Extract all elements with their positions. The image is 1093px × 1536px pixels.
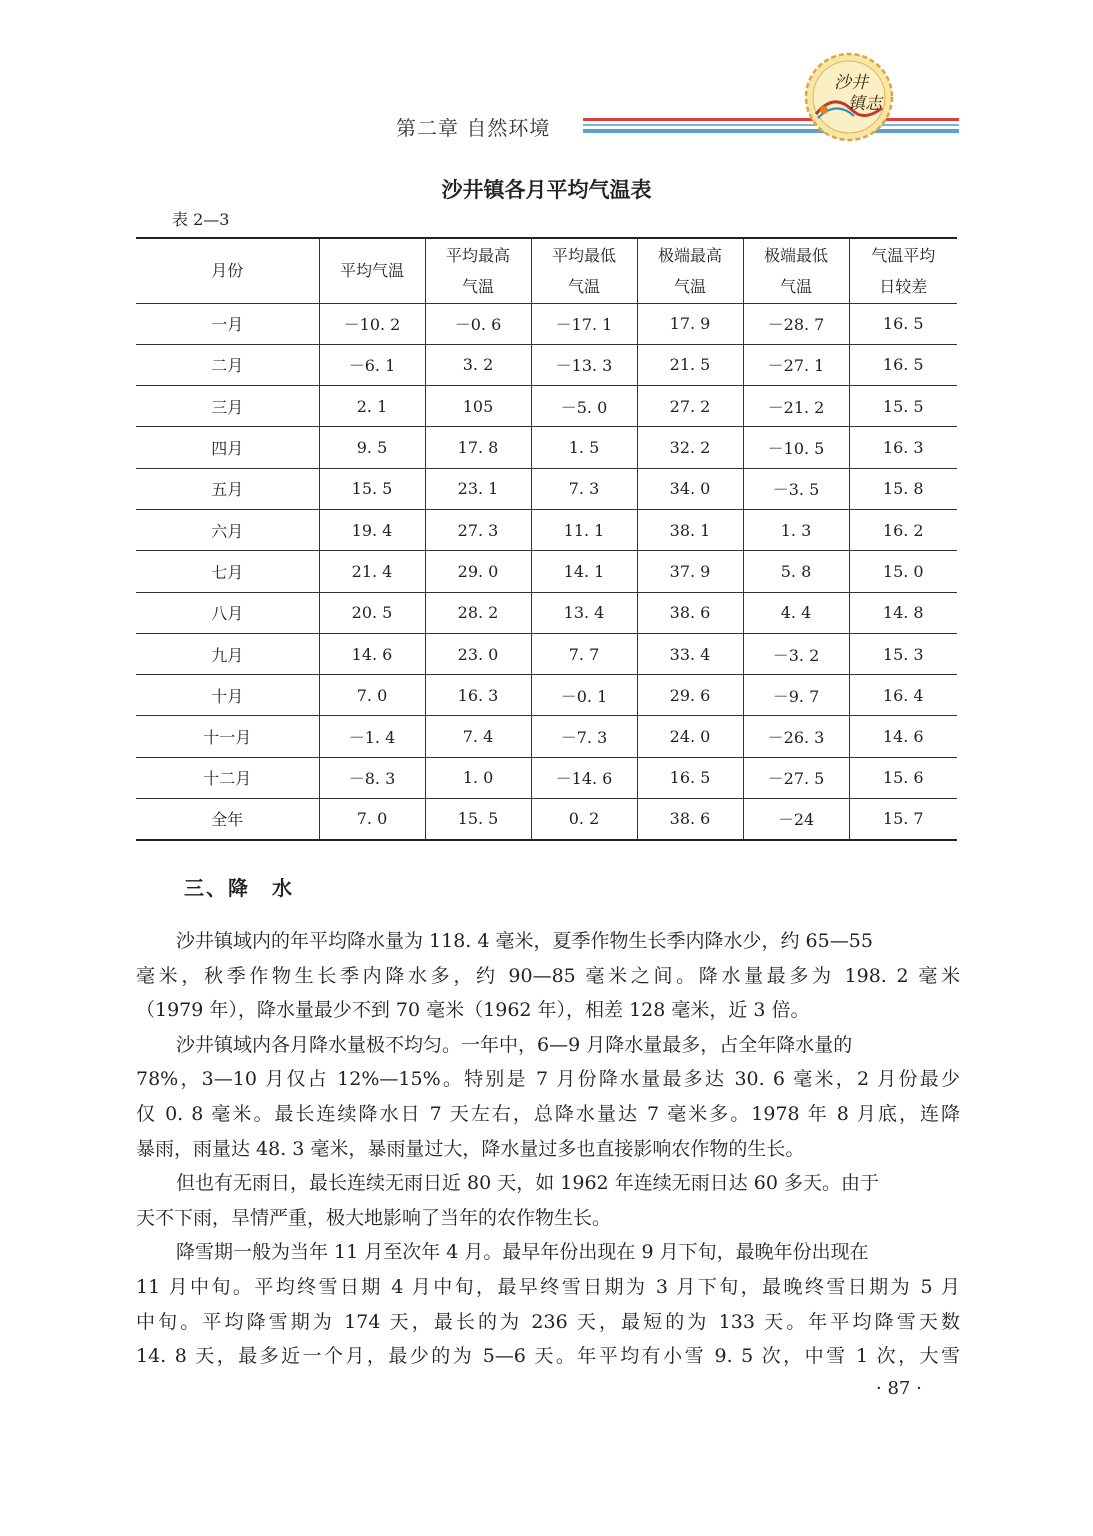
value-cell: －3. 2 — [743, 633, 849, 674]
monthly-temperature-table — [136, 237, 957, 841]
value-cell: 14. 6 — [849, 716, 957, 757]
month-cell: 三月 — [136, 386, 319, 427]
value-cell: 15. 5 — [849, 386, 957, 427]
value-cell: 4. 4 — [743, 592, 849, 633]
column-header-line: 日较差 — [879, 276, 928, 296]
column-header-line: 极端最高 — [657, 245, 722, 265]
value-cell: 34. 0 — [637, 468, 743, 509]
value-cell: 15. 5 — [425, 799, 531, 840]
column-header-line: 平均最低 — [551, 245, 616, 265]
value-cell: 16. 4 — [849, 675, 957, 716]
month-cell: 一月 — [136, 303, 319, 344]
month-cell: 四月 — [136, 427, 319, 468]
column-header-line: 气温平均 — [871, 245, 936, 265]
value-cell: 28. 2 — [425, 592, 531, 633]
value-cell: 16. 5 — [849, 344, 957, 385]
table-row — [136, 675, 957, 716]
value-cell: 15. 7 — [849, 799, 957, 840]
paragraph-line: 天不下雨，旱情严重，极大地影响了当年的农作物生长。 — [136, 1206, 612, 1229]
value-cell: 7. 4 — [425, 716, 531, 757]
body-text — [136, 924, 960, 1374]
value-cell: 15. 6 — [849, 757, 957, 798]
value-cell: 16. 2 — [849, 509, 957, 550]
value-cell: －5. 0 — [531, 386, 637, 427]
value-cell: 27. 2 — [637, 386, 743, 427]
column-header-line: 月份 — [211, 261, 244, 281]
paragraph-line: 但也有无雨日，最长连续无雨日近 80 天，如 1962 年连续无雨日达 60 多天。由于 — [176, 1172, 879, 1195]
value-cell: 24. 0 — [637, 716, 743, 757]
column-header-line: 平均最高 — [445, 245, 510, 265]
value-cell: 15. 8 — [849, 468, 957, 509]
value-cell: －1. 4 — [319, 716, 425, 757]
header-rule-blue-thin — [583, 124, 959, 126]
table-number: 表 2—3 — [172, 210, 230, 229]
value-cell: 15. 5 — [319, 468, 425, 509]
column-header-line: 气温 — [461, 276, 494, 296]
value-cell: 20. 5 — [319, 592, 425, 633]
value-cell: 7. 0 — [319, 799, 425, 840]
value-cell: 1. 3 — [743, 509, 849, 550]
column-header-line: 极端最低 — [763, 245, 828, 265]
value-cell: 14. 8 — [849, 592, 957, 633]
value-cell: 15. 3 — [849, 633, 957, 674]
value-cell: 0. 2 — [531, 799, 637, 840]
value-cell: 32. 2 — [637, 427, 743, 468]
value-cell: 16. 5 — [849, 303, 957, 344]
column-header-line: 平均气温 — [339, 261, 404, 281]
value-cell: －14. 6 — [531, 757, 637, 798]
column-header — [637, 238, 743, 303]
table-row — [136, 427, 957, 468]
paragraph-line: 78%，3—10 月仅占 12%—15%。特别是 7 月份降水量最多达 30. 6 毫米，2 月份最少 — [136, 1068, 960, 1091]
month-cell: 二月 — [136, 344, 319, 385]
column-header — [743, 238, 849, 303]
chapter-title: 第二章 自然环境 — [396, 116, 551, 140]
value-cell: 14. 6 — [319, 633, 425, 674]
table-row — [136, 509, 957, 550]
month-cell: 七月 — [136, 551, 319, 592]
column-header — [849, 238, 957, 303]
value-cell: 23. 0 — [425, 633, 531, 674]
month-cell: 九月 — [136, 633, 319, 674]
paragraph-line: 沙井镇域内的年平均降水量为 118. 4 毫米，夏季作物生长季内降水少，约 65—55 — [176, 930, 873, 952]
value-cell: －6. 1 — [319, 344, 425, 385]
column-header — [531, 238, 637, 303]
value-cell: －27. 1 — [743, 344, 849, 385]
column-header — [136, 238, 319, 303]
column-header — [319, 238, 425, 303]
value-cell: 16. 3 — [425, 675, 531, 716]
table-row — [136, 592, 957, 633]
svg-text:镇志: 镇志 — [848, 94, 882, 114]
value-cell: 29. 6 — [637, 675, 743, 716]
value-cell: －28. 7 — [743, 303, 849, 344]
paragraph-line: 暴雨，雨量达 48. 3 毫米，暴雨量过大，降水量过多也直接影响农作物的生长。 — [136, 1137, 805, 1160]
value-cell: －3. 5 — [743, 468, 849, 509]
value-cell: 7. 3 — [531, 468, 637, 509]
value-cell: 7. 0 — [319, 675, 425, 716]
table-header-row — [136, 238, 957, 303]
header-rule-blue — [583, 129, 959, 133]
table-row — [136, 716, 957, 757]
value-cell: 21. 4 — [319, 551, 425, 592]
section-heading: 三、降 水 — [184, 876, 294, 900]
value-cell: 38. 6 — [637, 592, 743, 633]
value-cell: 3. 2 — [425, 344, 531, 385]
value-cell: 37. 9 — [637, 551, 743, 592]
column-header-line: 气温 — [779, 276, 812, 296]
value-cell: －0. 6 — [425, 303, 531, 344]
month-cell: 十月 — [136, 675, 319, 716]
value-cell: 33. 4 — [637, 633, 743, 674]
value-cell: －10. 2 — [319, 303, 425, 344]
paragraph-line: 降雪期一般为当年 11 月至次年 4 月。最早年份出现在 9 月下旬，最晚年份出现在 — [176, 1241, 869, 1264]
header-rule-red — [583, 118, 959, 121]
value-cell: 16. 3 — [849, 427, 957, 468]
column-header — [425, 238, 531, 303]
value-cell: 21. 5 — [637, 344, 743, 385]
value-cell: －24 — [743, 799, 849, 840]
value-cell: －10. 5 — [743, 427, 849, 468]
value-cell: －27. 5 — [743, 757, 849, 798]
svg-text:沙井: 沙井 — [834, 73, 868, 93]
table-row — [136, 551, 957, 592]
value-cell: 29. 0 — [425, 551, 531, 592]
value-cell: －21. 2 — [743, 386, 849, 427]
month-cell: 全年 — [136, 799, 319, 840]
paragraph-line: 毫米，秋季作物生长季内降水多，约 90—85 毫米之间。降水量最多为 198. 2 毫米 — [136, 964, 960, 987]
table-title: 沙井镇各月平均气温表 — [441, 178, 652, 202]
value-cell: 1. 0 — [425, 757, 531, 798]
value-cell: 19. 4 — [319, 509, 425, 550]
value-cell: 105 — [425, 386, 531, 427]
paragraph-line: 中旬。平均降雪期为 174 天，最长的为 236 天，最短的为 133 天。年平均降雪天数 — [136, 1310, 960, 1333]
value-cell: 9. 5 — [319, 427, 425, 468]
value-cell: 27. 3 — [425, 509, 531, 550]
value-cell: 23. 1 — [425, 468, 531, 509]
value-cell: 17. 8 — [425, 427, 531, 468]
paragraph-line: 仅 0. 8 毫米。最长连续降水日 7 天左右，总降水量达 7 毫米多。1978 年 8 月底，连降 — [136, 1102, 960, 1125]
table-row — [136, 344, 957, 385]
column-header-line: 气温 — [673, 276, 706, 296]
value-cell: 7. 7 — [531, 633, 637, 674]
month-cell: 五月 — [136, 468, 319, 509]
value-cell: －9. 7 — [743, 675, 849, 716]
value-cell: 11. 1 — [531, 509, 637, 550]
value-cell: 15. 0 — [849, 551, 957, 592]
value-cell: －13. 3 — [531, 344, 637, 385]
value-cell: 38. 1 — [637, 509, 743, 550]
value-cell: －17. 1 — [531, 303, 637, 344]
month-cell: 八月 — [136, 592, 319, 633]
table-row — [136, 799, 957, 840]
paragraph-line: 沙井镇域内各月降水量极不均匀。一年中，6—9 月降水量最多，占全年降水量的 — [176, 1033, 853, 1056]
value-cell: 14. 1 — [531, 551, 637, 592]
value-cell: －0. 1 — [531, 675, 637, 716]
table-row — [136, 468, 957, 509]
table-row — [136, 386, 957, 427]
value-cell: 16. 5 — [637, 757, 743, 798]
table-row — [136, 303, 957, 344]
value-cell: －26. 3 — [743, 716, 849, 757]
paragraph-line: 14. 8 天，最多近一个月，最少的为 5—6 天。年平均有小雪 9. 5 次，中雪 1 次，大雪 — [136, 1345, 960, 1368]
value-cell: 2. 1 — [319, 386, 425, 427]
table-row — [136, 633, 957, 674]
town-seal-logo — [804, 52, 894, 142]
paragraph-line: （1979 年），降水量最少不到 70 毫米（1962 年），相差 128 毫米，近 3 倍。 — [136, 999, 810, 1022]
value-cell: 5. 8 — [743, 551, 849, 592]
value-cell: 13. 4 — [531, 592, 637, 633]
month-cell: 十一月 — [136, 716, 319, 757]
value-cell: 38. 6 — [637, 799, 743, 840]
month-cell: 十二月 — [136, 757, 319, 798]
month-cell: 六月 — [136, 509, 319, 550]
table-row — [136, 757, 957, 798]
column-header-line: 气温 — [567, 276, 600, 296]
value-cell: －7. 3 — [531, 716, 637, 757]
value-cell: －8. 3 — [319, 757, 425, 798]
value-cell: 1. 5 — [531, 427, 637, 468]
page-number: · 87 · — [876, 1378, 922, 1399]
value-cell: 17. 9 — [637, 303, 743, 344]
paragraph-line: 11 月中旬。平均终雪日期 4 月中旬，最早终雪日期为 3 月下旬，最晚终雪日期为 5 月 — [136, 1275, 960, 1298]
